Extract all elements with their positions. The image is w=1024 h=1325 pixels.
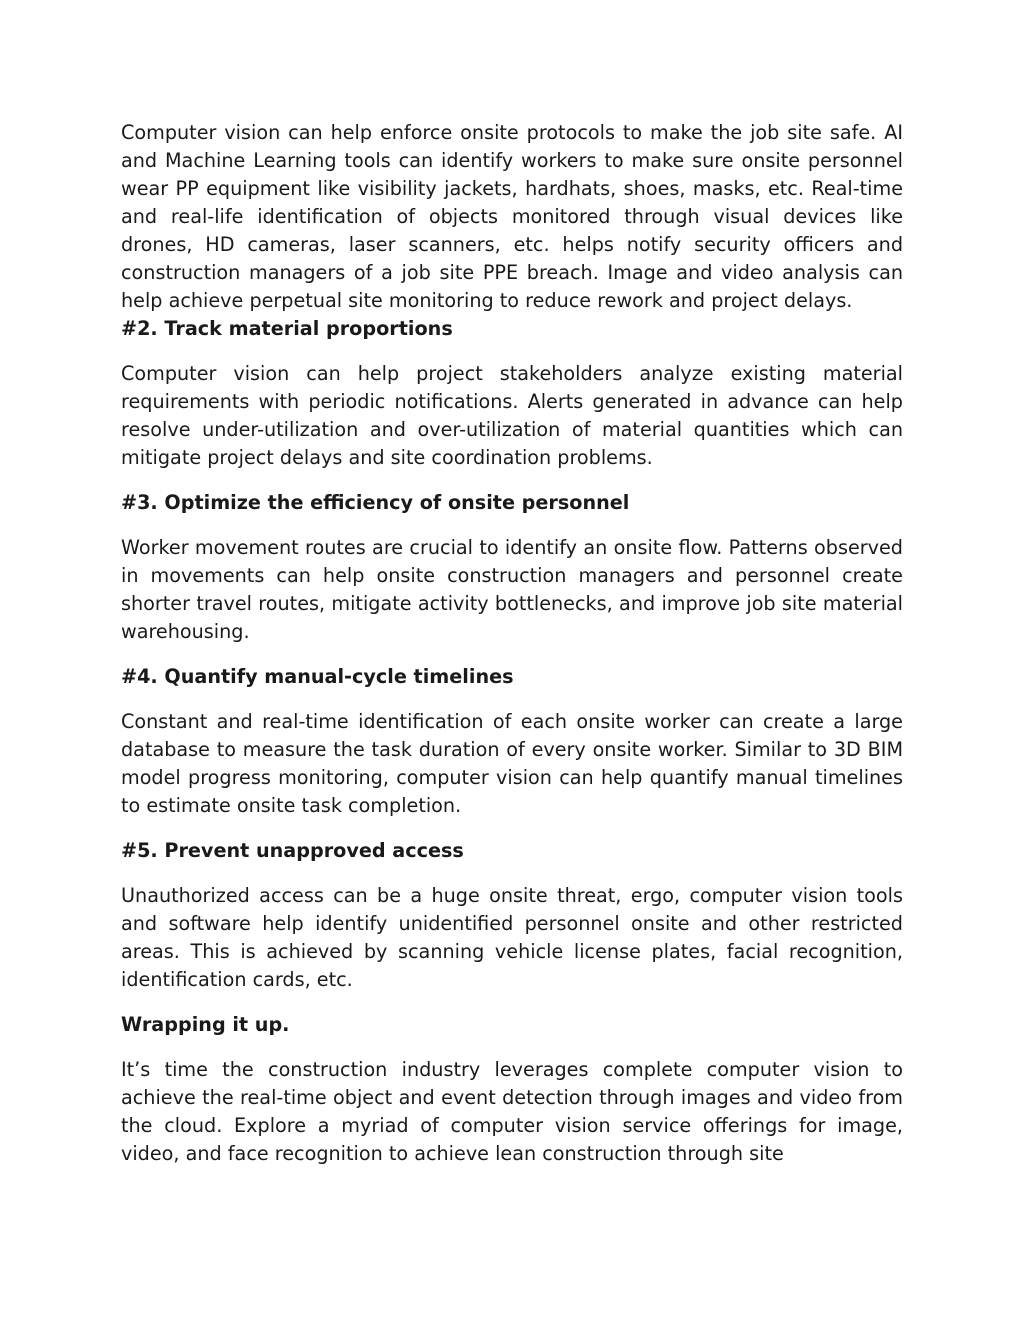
section-body-quantify-timelines: Constant and real-time identification of each onsite worker can create a large database to measure the task duration of every onsite worker. Similar to 3D BIM model progress monitoring, computer vision can help quantify manual timelines to estimate onsite task completion.: [121, 710, 903, 817]
section-body-wrapping-up: It’s time the construction industry leverages complete computer vision to achieve the real-time object and event detection through images and video from the cloud. Explore a myriad of computer vision service offerings for image, video, and face recognition to achieve lean construction through site: [121, 1058, 903, 1165]
section-heading-optimize-efficiency: #3. Optimize the efficiency of onsite personnel: [121, 491, 630, 514]
section-heading-quantify-timelines: #4. Quantify manual-cycle timelines: [121, 665, 514, 688]
section-body-optimize-efficiency: Worker movement routes are crucial to identify an onsite flow. Patterns observed in movements can help onsite construction managers and personnel create shorter travel routes, mitigate activity bottlenecks, and improve job site material warehousing.: [121, 536, 903, 643]
document-page: [121, 119, 903, 1168]
section-heading-wrapping-up: Wrapping it up.: [121, 1013, 290, 1036]
section-body-prevent-access: Unauthorized access can be a huge onsite threat, ergo, computer vision tools and software help identify unidentified personnel onsite and other restricted areas. This is achieved by scanning vehicle license plates, facial recognition, identification cards, etc.: [121, 884, 903, 991]
intro-paragraph: Computer vision can help enforce onsite protocols to make the job site safe. AI and Machine Learning tools can identify workers to make sure onsite personnel wear PP equipment like visibility jackets, hardhats, shoes, masks, etc. Real-time and real-life identification of objects monitored through visual devices like drones, HD cameras, laser scanners, etc. helps notify security officers and construction managers of a job site PPE breach. Image and video analysis can help achieve perpetual site monitoring to reduce rework and project delays.: [121, 121, 903, 312]
section-heading-prevent-access: #5. Prevent unapproved access: [121, 839, 464, 862]
section-body-track-material: Computer vision can help project stakeholders analyze existing material requirements with periodic notifications. Alerts generated in advance can help resolve under-utilization and over-utilization of material quantities which can mitigate project delays and site coordination problems.: [121, 362, 903, 469]
section-heading-track-material: #2. Track material proportions: [121, 317, 453, 340]
